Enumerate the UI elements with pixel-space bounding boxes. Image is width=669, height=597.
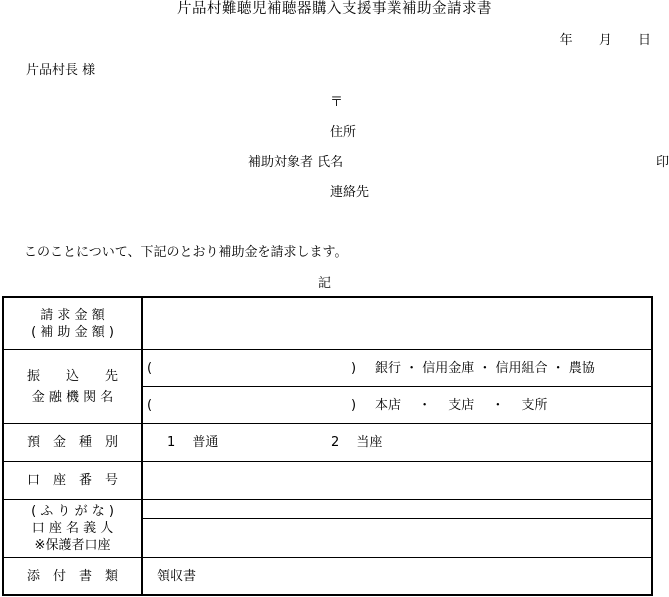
branch-close-paren: )	[351, 398, 357, 413]
row-amount	[4, 298, 651, 350]
furigana-label: ( ふ り が な )	[31, 504, 114, 519]
bank-name-field[interactable]	[143, 350, 651, 387]
amount-value-cell[interactable]	[143, 298, 651, 349]
ki-heading: 記	[318, 276, 332, 291]
furigana-field[interactable]	[143, 500, 651, 519]
date-month: 月	[598, 33, 612, 48]
contact-label: 連絡先	[330, 185, 370, 200]
applicant-name-label: 補助対象者 氏名	[248, 155, 344, 170]
account-type-value-cell	[143, 424, 651, 461]
account-number-label: 口 座 番 号	[26, 473, 118, 488]
seal-mark: 印	[656, 155, 669, 170]
attachment-receipt: 領収書	[157, 569, 197, 584]
row-account-number	[4, 462, 651, 500]
bank-type-options: 銀行 ・ 信用金庫 ・ 信用組合 ・ 農協	[375, 361, 595, 376]
amount-label: 請 求 金 額	[40, 307, 105, 323]
branch-name-field[interactable]	[143, 387, 651, 424]
bank-label-cell	[4, 350, 143, 423]
bank-close-paren: )	[351, 361, 357, 376]
row-account-holder	[4, 500, 651, 558]
bank-value-cell	[143, 350, 651, 423]
bank-open-paren: (	[147, 361, 153, 376]
branch-type-options: 本店 ・ 支店 ・ 支所	[375, 398, 548, 413]
recipient: 片品村長 様	[26, 63, 96, 78]
document-title: 片品村難聴児補聴器購入支援事業補助金請求書	[177, 1, 492, 17]
amount-sublabel: ( 補 助 金 額 )	[31, 324, 114, 340]
account-holder-field[interactable]	[143, 519, 651, 558]
amount-label-cell	[4, 298, 143, 349]
row-bank	[4, 350, 651, 424]
row-attachments	[4, 558, 651, 594]
account-holder-label-cell	[4, 500, 143, 557]
request-statement: このことについて、下記のとおり補助金を請求します。	[24, 245, 348, 260]
branch-open-paren: (	[147, 398, 153, 413]
account-holder-label: 口 座 名 義 人	[31, 521, 114, 536]
bank-name-label: 金 融 機 関 名	[31, 389, 114, 405]
date-line	[538, 34, 651, 47]
attachments-label-cell	[4, 558, 143, 594]
address-label: 住所	[330, 125, 357, 140]
guardian-account-note: ※保護者口座	[34, 538, 111, 553]
attachments-label: 添 付 書 類	[26, 568, 118, 584]
account-type-label-cell	[4, 424, 143, 461]
transfer-label: 振 込 先	[26, 368, 118, 384]
date-year: 年	[559, 33, 573, 48]
date-day: 日	[637, 33, 651, 48]
account-type-option-ordinary[interactable]: 1 普通	[167, 435, 219, 450]
request-form-table	[2, 296, 653, 596]
account-number-value-cell[interactable]	[143, 462, 651, 499]
row-account-type	[4, 424, 651, 462]
account-type-label: 預 金 種 別	[26, 435, 118, 450]
postal-mark: 〒	[330, 95, 344, 110]
account-number-label-cell	[4, 462, 143, 499]
attachments-value-cell	[143, 558, 651, 594]
account-holder-value-cell	[143, 500, 651, 557]
account-type-option-checking[interactable]: 2 当座	[331, 435, 383, 450]
